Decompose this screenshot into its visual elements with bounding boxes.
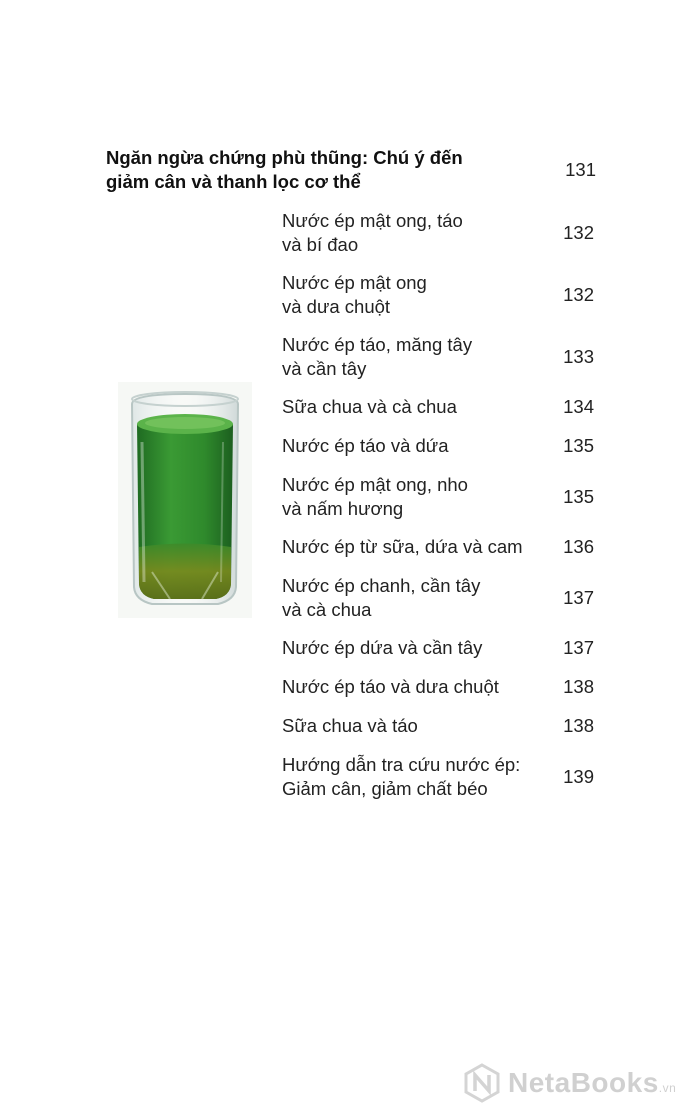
section-title: Ngăn ngừa chứng phù thũng: Chú ý đến giảm cân và thanh lọc cơ thể <box>106 147 463 192</box>
toc-entry-label: Nước ép mật ong, táo và bí đao <box>282 210 463 255</box>
netabooks-watermark <box>462 1063 676 1103</box>
toc-entry-label: Nước ép dứa và cần tây <box>282 637 483 659</box>
toc-entry-label: Nước ép táo và dứa <box>282 435 449 457</box>
toc-entry-label: Hướng dẫn tra cứu nước ép: Giảm cân, giảm chất béo <box>282 754 521 799</box>
watermark-text <box>508 1067 676 1099</box>
toc-entry <box>282 636 594 660</box>
toc-entry-page: 133 <box>563 345 594 367</box>
toc-entry <box>282 209 594 256</box>
toc-entry-label: Nước ép chanh, cần tây và cà chua <box>282 575 481 620</box>
netabooks-logo-icon <box>462 1063 502 1103</box>
toc-entry-page: 138 <box>563 715 594 737</box>
toc-entry <box>282 753 594 800</box>
toc-entry-page: 132 <box>563 221 594 243</box>
toc-entry-page: 132 <box>563 283 594 305</box>
green-juice-glass-image <box>118 382 252 618</box>
toc-entry <box>282 535 594 559</box>
toc-entry <box>282 714 594 738</box>
toc-entry-label: Nước ép táo và dưa chuột <box>282 676 499 698</box>
watermark-brand: NetaBooks <box>508 1067 659 1098</box>
toc-entry-page: 135 <box>563 485 594 507</box>
toc-entry <box>282 333 594 380</box>
toc-entry-label: Nước ép từ sữa, dứa và cam <box>282 536 523 558</box>
watermark-tld: .vn <box>658 1081 677 1095</box>
toc-entry <box>282 434 594 458</box>
section-heading <box>106 146 596 194</box>
toc-entry-label: Sữa chua và cà chua <box>282 396 457 418</box>
toc-entry-page: 136 <box>563 536 594 558</box>
toc-entry <box>282 473 594 520</box>
toc-entry-label: Nước ép táo, măng tây và cần tây <box>282 334 473 379</box>
toc-entry-page: 138 <box>563 676 594 698</box>
toc-entry <box>282 675 594 699</box>
toc-entry <box>282 395 594 419</box>
toc-entry-label: Sữa chua và táo <box>282 715 418 737</box>
toc-entry-page: 139 <box>563 765 594 787</box>
toc-entry-list <box>282 209 594 815</box>
toc-entry <box>282 271 594 318</box>
toc-entry-page: 137 <box>563 637 594 659</box>
toc-entry <box>282 574 594 621</box>
toc-entry-page: 137 <box>563 586 594 608</box>
toc-entry-label: Nước ép mật ong và dưa chuột <box>282 272 427 317</box>
toc-entry-page: 134 <box>563 396 594 418</box>
toc-entry-label: Nước ép mật ong, nho và nấm hương <box>282 474 468 519</box>
section-page-number: 131 <box>565 159 596 180</box>
toc-entry-page: 135 <box>563 435 594 457</box>
